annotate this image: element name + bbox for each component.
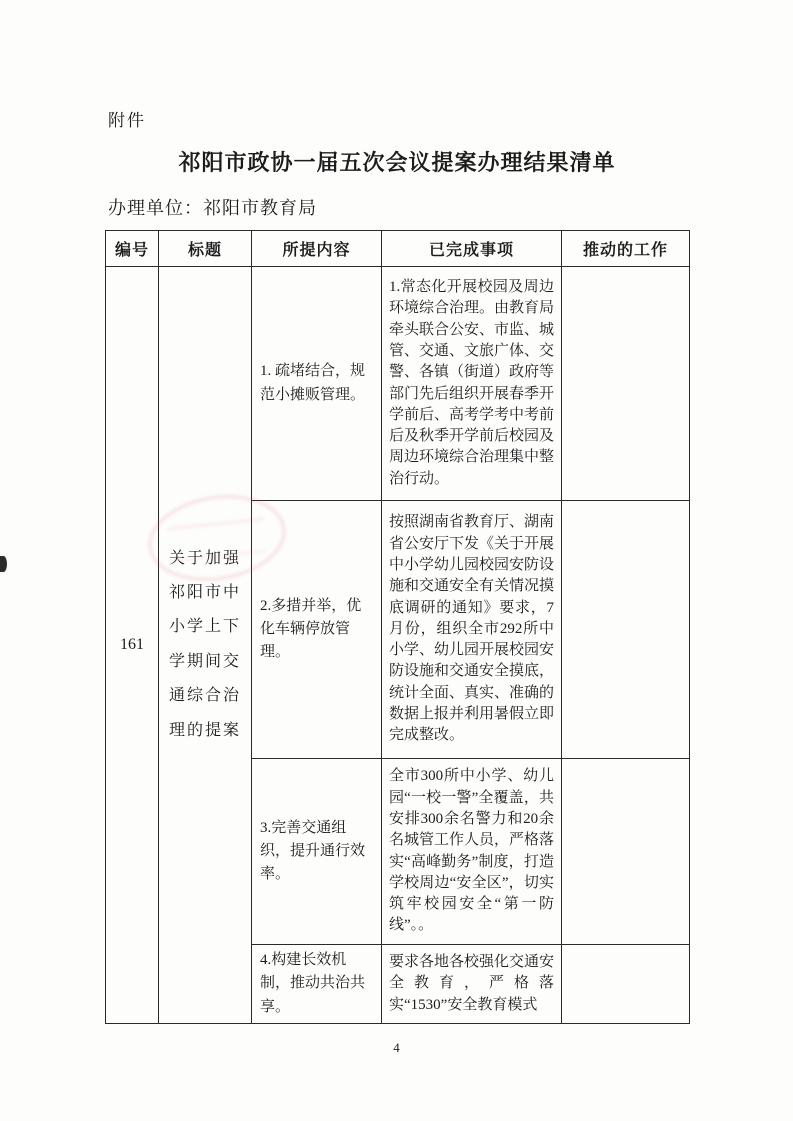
proposed-content-1: 1. 疏堵结合，规范小摊贩管理。 — [252, 267, 382, 501]
completed-item-1: 1.常态化开展校园及周边环境综合治理。由教育局牵头联合公安、市监、城管、交通、文旅广体、交警、各镇（街道）政府等部门先后组织开展春季开学前后、高考学考中考前后及秋季开学前后校园及周边环境综合治理集中整治行动。 — [382, 267, 562, 501]
promoted-work-2 — [562, 501, 690, 759]
header-id: 编号 — [106, 231, 159, 267]
completed-item-3: 全市300所中小学、幼儿园“一校一警”全覆盖，共安排300余名警力和20余名城管工作人员，严格落实“高峰勤务”制度，打造学校周边“安全区”，切实筑牢校园安全“第一防线”。。 — [382, 759, 562, 945]
attachment-label: 附件 — [108, 111, 146, 130]
handling-unit-label: 办理单位：祁阳市教育局 — [108, 198, 317, 218]
completed-item-2: 按照湖南省教育厅、湖南省公安厅下发《关于开展中小学幼儿园校园安防设施和交通安全有关情况摸底调研的通知》要求，7月份，组织全市292所中小学、幼儿园开展校园安防设施和交通安全摸底，统计全面、真实、准确的数据上报并利用暑假立即完成整改。 — [382, 501, 562, 759]
scan-artifact — [0, 556, 7, 572]
promoted-work-3 — [562, 759, 690, 945]
table-row — [106, 267, 690, 501]
proposal-table — [105, 230, 690, 1024]
proposed-content-2: 2.多措并举，优化车辆停放管理。 — [252, 501, 382, 759]
proposed-content-3: 3.完善交通组织，提升通行效率。 — [252, 759, 382, 945]
promoted-work-1 — [562, 267, 690, 501]
header-completed-items: 已完成事项 — [382, 231, 562, 267]
proposed-content-4: 4.构建长效机制，推动共治共享。 — [252, 945, 382, 1024]
completed-item-4: 要求各地各校强化交通安全教育，严格落实“1530”安全教育模式 — [382, 945, 562, 1024]
header-title: 标题 — [159, 231, 252, 267]
page-title: 祁阳市政协一届五次会议提案办理结果清单 — [178, 150, 616, 175]
header-proposed-content: 所提内容 — [252, 231, 382, 267]
header-promoted-work: 推动的工作 — [562, 231, 690, 267]
proposal-title: 关于加强祁阳市中小学上下学期间交通综合治理的提案 — [159, 267, 252, 1024]
promoted-work-4 — [562, 945, 690, 1024]
page-number: 4 — [393, 1040, 400, 1055]
proposal-id: 161 — [106, 267, 159, 1024]
table-header-row — [106, 231, 690, 267]
